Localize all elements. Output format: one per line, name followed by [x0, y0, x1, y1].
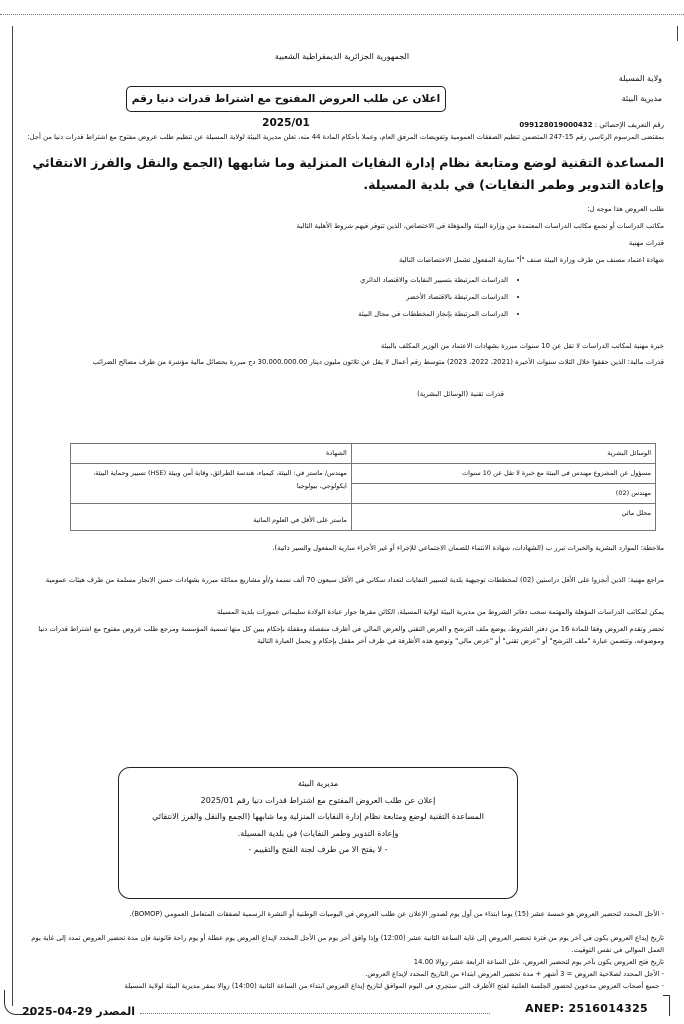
envelope-label-box — [118, 767, 518, 899]
table-row — [71, 464, 656, 484]
deadline-term: - الأجل المحدد لتحضير العروض هو خمسة عشر (15) يوما ابتداء من أول يوم لصدور الإعلان عن طلب العروض في اليوميات الوطنية أو النشرة الرسمية لصفقات المتعامل العمومي (BOMOP). — [129, 910, 664, 918]
frame-border-left — [12, 26, 13, 1006]
withdraw-conditions: يمكن لمكاتب الدراسات المؤهلة والمهتمة سحب دفاتر الشروط من مديرية البيئة لولاية المسيلة، الكائن مقرها جوار عيادة الولادة سليماني عمورات بلدية المسيلة — [217, 608, 664, 616]
professional-capacities-text: شهادة اعتماد مصنف من طرف وزارة البيئة صنف "أ" سارية المفعول تشمل الاختصاصات التالية — [398, 256, 664, 264]
footer-bracket — [663, 995, 670, 1016]
opening-term: تاريخ فتح العروض يكون بآخر يوم لتحضير العروض، على الساعة الرابعة عشر زوالا 14.00 — [413, 958, 664, 966]
deposit-term: تاريخ إيداع العروض يكون في آخر يوم من فترة تحضير العروض إلى غاية الساعة الثانية عشر (12:00) وإذا وافق آخر يوم من الأجل المحدد لإيداع العروض يوم عطلة أو يوم راحة قانونية فإن مدة تحضير العروض تمدد إلى غاية يوم العمل الموالي في نفس التوقيت. — [31, 934, 664, 954]
specialty-item: • الدراسات المرتبطة بإنجاز المخططات في مجال البيئة — [20, 306, 508, 323]
financial-capacities: قدرات مالية: الذين حققوا خلال الثلاث سنوات الأخيرة (2021، 2022، 2023) متوسط رقم أعمال لا يقل عن ثلاثون مليون دينار 30.000.000.00 دج مبررة بحصائل مالية مؤشرة من طرف مصالح الضرائب — [92, 358, 664, 366]
addressed-label: طلب العروض هذا موجه ل: — [587, 205, 664, 213]
wilaya-label: ولاية المسيلة — [618, 74, 662, 83]
session-term: - جميع أصحاب العروض مدعوين لحضور الجلسة العلنية لفتح الأظرف التي ستجري في اليوم الموافق لتاريخ إيداع العروض ابتداء من الساعة الثانية (14:00) زوالا بمقر مديرية البيئة لولاية المسيلة — [124, 982, 664, 990]
statistical-id-label: رقم التعريف الإحصائي : — [594, 121, 664, 129]
professional-references: مراجع مهنية: الذين أنجزوا على الأقل دراستين (02) لمخططات توجيهية بلدية لتسيير النفايات لتعداد سكاني في الأقل سبعون 70 ألف نسمة و/أو مشاريع مماثلة مبررة بشهادات حسن الانجاز مسلمة من طرف هيئات عمومية — [45, 576, 664, 584]
dotted-cut-line — [0, 14, 684, 15]
anep-reference: ANEP: 2516014325 — [525, 1002, 648, 1015]
announcement-title-box: اعلان عن طلب العروض المفتوح مع اشتراط قدرات دنيا رقم 2025/01 — [126, 86, 446, 112]
specialty-item: • الدراسات المرتبطة بتسيير النفايات والاقتصاد الدائري — [20, 272, 508, 289]
validity-term: - الأجل المحدد لصلاحية العروض = 3 أشهر + مدة تحضير العروض ابتداء من التاريخ المحدد لإيداع العروض. — [365, 970, 664, 978]
frame-border-right — [677, 26, 678, 41]
technical-capacities-label: قدرات تقنية (الوسائل البشرية) — [417, 390, 504, 398]
source-date: المصدر 29-04-2025 — [22, 1005, 136, 1018]
republic-header: الجمهورية الجزائرية الديمقراطية الشعبية — [274, 52, 410, 61]
human-resources-table — [70, 443, 656, 531]
envelope-line: إعلان عن طلب العروض المفتوح مع اشتراط قدرات دنيا رقم 2025/01 — [200, 795, 436, 805]
table-cell: مهندس (02) — [351, 484, 655, 504]
project-title: المساعدة التقنية لوضع ومتابعة نظام إدارة النفايات المنزلية وما شابهها (الجمع والنقل والفرز الانتقائي وإعادة التدوير وطمر النفايات) في بلدية المسيلة. — [32, 155, 664, 192]
specialty-item: • الدراسات المرتبطة بالاقتصاد الأخضر — [20, 289, 508, 306]
experience-text: خبرة مهنية لمكاتب الدراسات لا تقل عن 10 سنوات مبررة بشهادات الاعتماد من الوزير المكلف بالبيئة — [380, 342, 664, 350]
footer-dotted-line — [140, 1013, 490, 1014]
envelope-line: وإعادة التدوير وطمر النفايات) في بلدية المسيلة. — [237, 828, 399, 838]
envelope-line: مديرية البيئة — [297, 779, 339, 788]
statistical-id-value: 099128019000432 — [519, 121, 593, 129]
envelope-line: المساعدة التقنية لوضع ومتابعة نظام إدارة النفايات المنزلية وما شابهها (الجمع والنقل والفرز الانتقائي — [152, 812, 484, 821]
table-cell: محلل مائي — [351, 504, 655, 531]
addressed-text: مكاتب الدراسات أو تجمع مكاتب الدراسات المعتمدة من وزارة البيئة والمؤهلة في الاختصاص، الذين تتوفر فيهم شروط الأهلية التالية — [296, 222, 664, 230]
table-header-cell: الوسائل البشرية — [351, 444, 655, 464]
note-text: ملاحظة: الموارد البشرية والخبرات تبرر ب (الشهادات، شهادة الانتماء للضمان الاجتماعي للإجراء أو غير الأجراء سارية المفعول والسير ذاتية). — [272, 544, 664, 552]
professional-capacities-label: قدرات مهنية — [628, 239, 664, 247]
envelope-line: - لا يفتح الا من طرف لجنة الفتح والتقييم - — [248, 845, 388, 854]
table-row — [71, 504, 656, 531]
table-cell: مهندس/ ماستر في: البيئة، كيمياء، هندسة الطرائق، وقاية أمن وبيئة (HSE) تسيير وحماية البيئة، ايكولوجي، بيولوجيا — [71, 464, 352, 504]
submission-conditions: تحضر وتقدم العروض وفقا للمادة 16 من دفتر الشروط، يوضع ملف الترشح و العرض التقني والعرض المالي في أظرف منفصلة ومقفلة بإحكام يبين كل منها تسمية المؤسسة ومرجع طلب عروض مفتوح مع اشتراط قدرات دنيا وموضوعه، وتتضمن عبارة "ملف الترشح" أو "عرض تقني" أو "عرض مالي" وتوضع هذه الأظرفة في ظرف آخر مقفل بإحكام و يحمل العبارة التالية — [38, 625, 664, 645]
table-cell: مسؤول عن المشروع مهندس في البيئة مع خبرة لا تقل عن 10 سنوات — [351, 464, 655, 484]
table-header-row — [71, 444, 656, 464]
table-header-cell: الشهادة — [71, 444, 352, 464]
specialties-list — [20, 272, 524, 323]
table-cell: ماستر على الأقل في العلوم المائية — [71, 504, 352, 531]
intro-paragraph: بمقتضى المرسوم الرئاسي رقم 15-247 المتضمن تنظيم الصفقات العمومية وتفويضات المرفق العام، وعملا بأحكام المادة 44 منه، تعلن مديرية البيئة لولاية المسيلة عن تنظيم طلب عروض مفتوح مع اشتراط قدرات دنيا من أجل: — [27, 133, 664, 141]
directorate-label: مديرية البيئة — [621, 94, 662, 103]
statistical-id — [20, 119, 664, 131]
